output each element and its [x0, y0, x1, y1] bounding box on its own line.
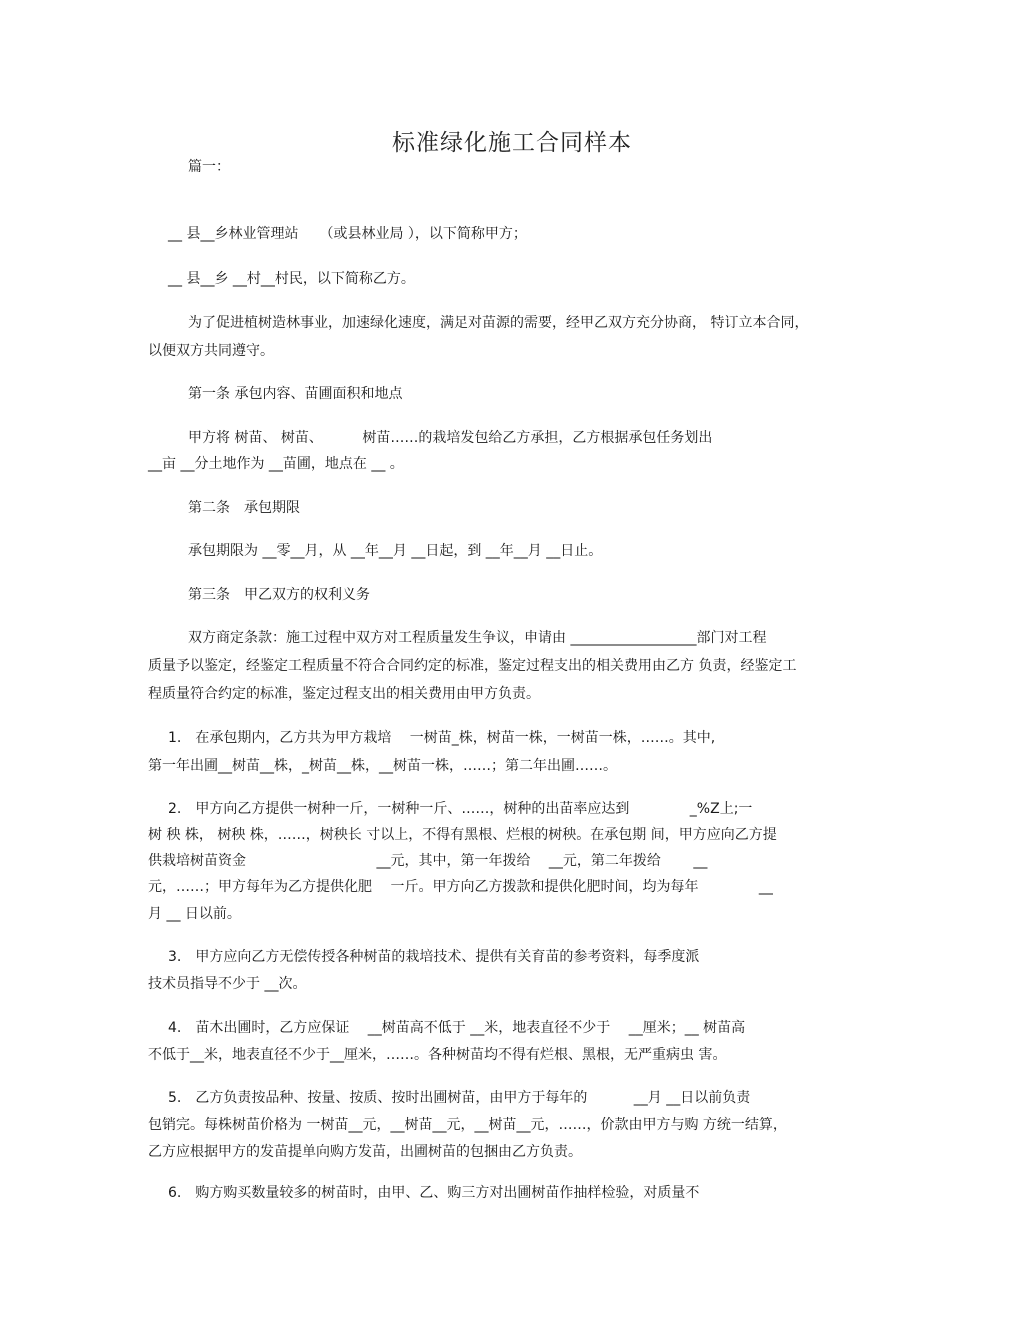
clause-2-line-5: 月 __ 日以前。	[148, 906, 241, 922]
clause-2-line-4: 元，……；甲方每年为乙方提供化肥 一斤。甲方向乙方拨款和提供化肥时间，均为每年 __	[148, 879, 773, 895]
clause-3-line-1: 3. 甲方应向乙方无偿传授各种树苗的栽培技术、提供有关育苗的参考资料，每季度派	[168, 949, 700, 965]
article-3-heading: 第三条 甲乙双方的权利义务	[188, 587, 370, 603]
party-b-line: __ 县__乡 __村__村民，以下简称乙方。	[168, 271, 415, 287]
article-3-line-2: 质量予以鉴定，经鉴定工程质量不符合合同约定的标准，鉴定过程支出的相关费用由乙方 负责，经鉴定工	[148, 658, 797, 674]
article-2-heading: 第二条 承包期限	[188, 500, 300, 516]
clause-5-line-1: 5. 乙方负责按品种、按量、按质、按时出圃树苗，由甲方于每年的 __月 __日以前负责	[168, 1090, 751, 1106]
preamble-line-2: 以便双方共同遵守。	[148, 343, 274, 359]
article-3-line-3: 程质量符合约定的标准，鉴定过程支出的相关费用由甲方负责。	[148, 686, 540, 702]
clause-3-line-2: 技术员指导不少于 __次。	[148, 976, 307, 992]
clause-4-line-2: 不低于__米，地表直径不少于__厘米，……。各种树苗均不得有烂根、黑根，无严重病虫 害。	[148, 1047, 727, 1063]
clause-6-line-1: 6. 购方购买数量较多的树苗时，由甲、乙、购三方对出圃树苗作抽样检验，对质量不	[168, 1185, 700, 1201]
article-1-line-2: __亩 __分土地作为 __苗圃，地点在 __ 。	[148, 456, 404, 472]
article-3-line-1: 双方商定条款：施工过程中双方对工程质量发生争议，申请由 __________________部门对工程	[188, 630, 767, 646]
document-title: 标准绿化施工合同样本	[392, 130, 632, 156]
clause-1-line-2: 第一年出圃__树苗__株，_树苗__株，__树苗一株，……；第二年出圃……。	[148, 758, 617, 774]
article-2-line-1: 承包期限为 __零__月，从 __年__月 __日起，到 __年__月 __日止。	[188, 543, 603, 559]
clause-2-line-3: 供栽培树苗资金 __元，其中，第一年拨给 __元，第二年拨给 __	[148, 853, 708, 869]
clause-2-line-2: 树 秧 株， 树秧 株，……，树秧长 寸以上，不得有黑根、烂根的树秧。在承包期 间，甲方应向乙方提	[148, 827, 777, 843]
clause-2-line-1: 2. 甲方向乙方提供一树种一斤，一树种一斤、……，树种的出苗率应达到 _%Z上;一	[168, 801, 753, 817]
clause-1-line-1: 1. 在承包期内，乙方共为甲方栽培 一树苗_株，树苗一株，一树苗一株，……。其中,	[168, 730, 716, 746]
section-label: 篇一：	[188, 159, 230, 175]
article-1-heading: 第一条 承包内容、苗圃面积和地点	[188, 386, 403, 402]
preamble-line-1: 为了促进植树造林事业，加速绿化速度，满足对苗源的需要，经甲乙双方充分协商， 特订立本合同，	[188, 315, 809, 331]
clause-5-line-2: 包销完。每株树苗价格为 一树苗__元，__树苗__元，__树苗__元，……，价款由甲方与购 方统一结算，	[148, 1117, 787, 1133]
party-a-line: __ 县__乡林业管理站 （或县林业局 ），以下简称甲方；	[168, 226, 527, 242]
article-1-line-1: 甲方将 树苗、 树苗、 树苗……的栽培发包给乙方承担，乙方根据承包任务划出	[188, 430, 713, 446]
clause-4-line-1: 4. 苗木出圃时，乙方应保证 __树苗高不低于 __米，地表直径不少于 __厘米；__ 树苗高	[168, 1020, 746, 1036]
clause-5-line-3: 乙方应根据甲方的发苗提单向购方发苗，出圃树苗的包捆由乙方负责。	[148, 1144, 582, 1160]
